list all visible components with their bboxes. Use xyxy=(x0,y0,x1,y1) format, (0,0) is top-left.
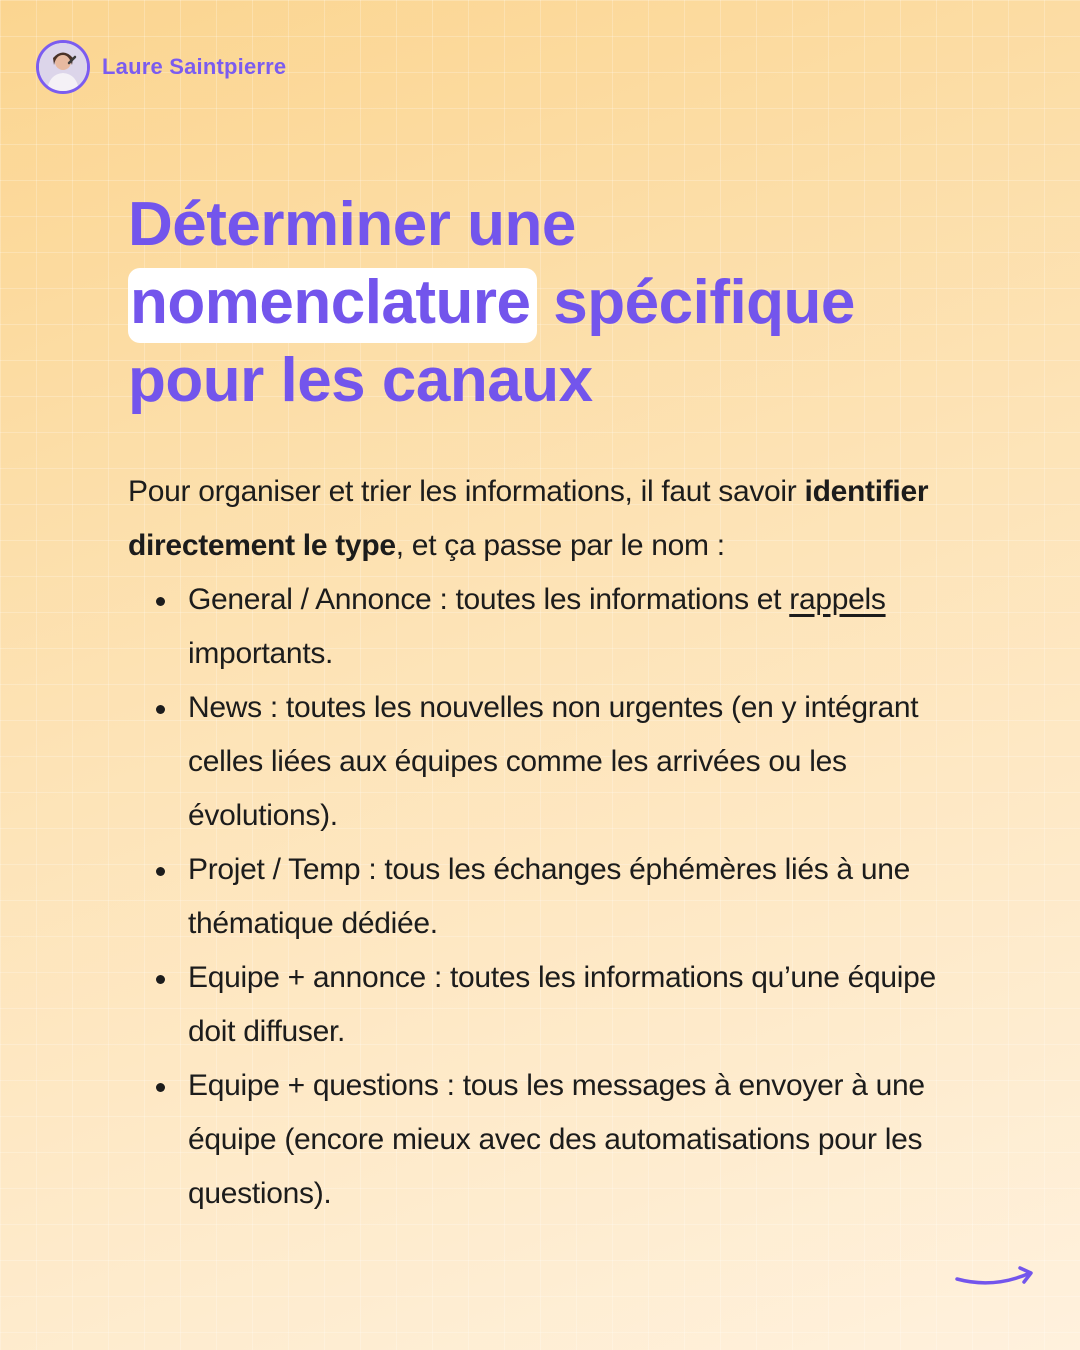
channel-list xyxy=(128,573,988,1221)
title-highlight: nomenclature xyxy=(128,268,537,343)
list-item-underlined: rappels xyxy=(789,583,886,616)
title-line-3: pour les canaux xyxy=(128,346,593,415)
bullet-icon xyxy=(156,975,165,984)
list-item xyxy=(128,573,968,681)
list-item-text: Projet / Temp : tous les échanges éphémères liés à une thématique dédiée. xyxy=(188,853,911,940)
title-line-2-rest: spécifique xyxy=(536,268,855,337)
author-name: Laure Saintpierre xyxy=(102,54,287,79)
content-body xyxy=(128,465,988,1221)
bullet-icon xyxy=(156,1083,165,1092)
title-line-1: Déterminer une xyxy=(128,190,576,259)
list-item-text: Equipe + annonce : toutes les informations qu’une équipe doit diffuser. xyxy=(188,961,936,1048)
list-item xyxy=(128,951,968,1059)
list-item xyxy=(128,843,968,951)
list-item-text-before: General / Annonce : toutes les informations et xyxy=(188,583,790,616)
list-item xyxy=(128,681,968,843)
list-item-text: News : toutes les nouvelles non urgentes (en y intégrant celles liées aux équipes comme les arrivées ou les évolutions). xyxy=(188,691,919,832)
list-item-text-after: importants. xyxy=(188,637,334,670)
intro-paragraph xyxy=(128,465,988,573)
intro-text-after: , et ça passe par le nom : xyxy=(395,529,725,562)
list-item xyxy=(128,1059,968,1221)
bullet-icon xyxy=(156,597,165,606)
intro-bold-text: identifier directement le type xyxy=(128,475,929,562)
author-header xyxy=(36,40,286,94)
avatar-photo-icon xyxy=(39,43,87,91)
list-item-text: Equipe + questions : tous les messages à envoyer à une équipe (encore mieux avec des automatisations pour les questions). xyxy=(188,1069,925,1210)
bullet-icon xyxy=(156,705,165,714)
next-arrow-button[interactable] xyxy=(954,1263,1036,1292)
intro-text-before: Pour organiser et trier les informations, il faut savoir xyxy=(128,475,805,508)
bullet-icon xyxy=(156,867,165,876)
avatar xyxy=(36,40,90,94)
arrow-right-icon xyxy=(954,1263,1036,1287)
page-title xyxy=(128,186,1028,420)
